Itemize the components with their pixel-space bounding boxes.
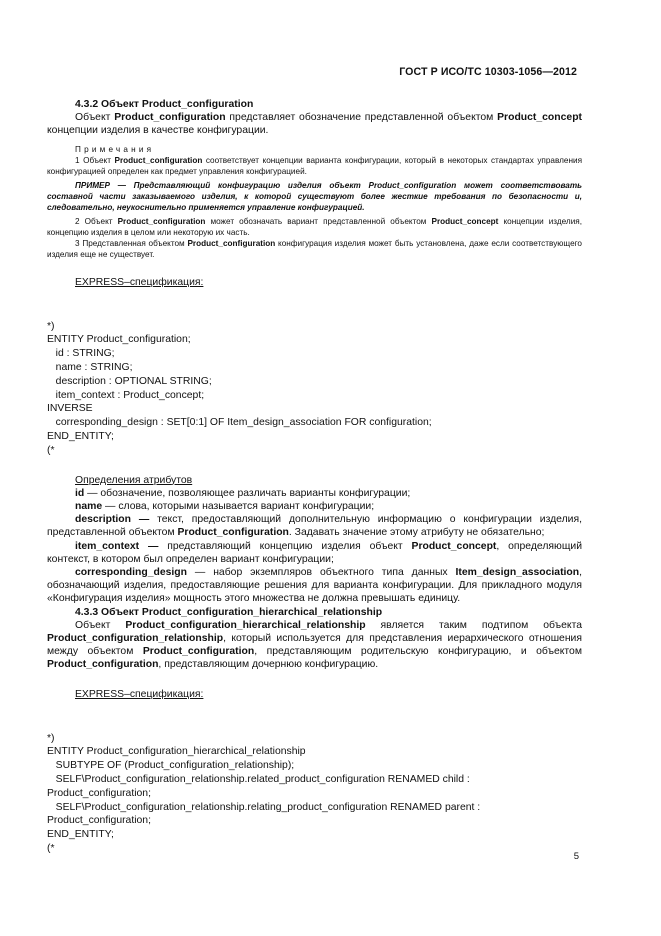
code-line: SUBTYPE OF (Product_configuration_relationship); [47, 760, 295, 772]
attribute-id: id — обозначение, позволяющее различать варианты конфигурации; [75, 487, 411, 499]
code-line: item_context : Product_concept; [47, 389, 205, 401]
page-number: 5 [573, 851, 579, 862]
code-line: ENTITY Product_configuration_hierarchical_relationship [47, 746, 306, 758]
section-4-3-3-paragraph: Объект Product_configuration_hierarchical_relationship является таким подтипом объекта Product_configuration_relationship, который используется для представления иерархического отношения между объектом Product_configuration, представляющим родительскую конфигурацию, и объектом Product_configuration, представляющим дочернюю конфигурацию. [47, 619, 582, 671]
attribute-description: description — текст, предоставляющий дополнительную информацию о конфигурации изделия, представленной объектом Product_configuration. Задавать значение этому атрибуту не обязательно; [47, 514, 582, 539]
note-3: 3 Представленная объектом Product_configuration конфигурация изделия может быть установлена, даже если соответствующего изделия еще не существует. [47, 238, 582, 259]
code-line: SELF\Product_configuration_relationship.relating_product_configuration RENAMED parent : [47, 801, 481, 813]
express-code-block [47, 306, 582, 458]
code-line: ENTITY Product_configuration; [47, 334, 191, 346]
code-line: description : OPTIONAL STRING; [47, 375, 212, 387]
attribute-name: name — слова, которыми называется вариант конфигурации; [75, 500, 375, 512]
express-spec-label-2: EXPRESS–спецификация: [75, 688, 204, 700]
attribute-definitions-label: Определения атрибутов [75, 474, 193, 486]
code-line: END_ENTITY; [47, 829, 114, 841]
note-2: 2 Объект Product_configuration может обозначать вариант представленной объектом Product_concept концепции изделия, концепцию изделия в целом или некоторую их часть. [47, 216, 582, 237]
code-line: id : STRING; [47, 348, 115, 360]
attribute-corresponding-design: corresponding_design — набор экземпляров объектного типа данных Item_design_association, обозначающий изделия, предоставляющие решения для варианта конфигурации. Для прикладного модуля «Конфигурация изделия» мощность этого множества не должна превышать единицу. [47, 567, 582, 605]
section-4-3-2-title: 4.3.2 Объект Product_configuration [75, 99, 254, 110]
document-body [47, 98, 582, 856]
code-line: Product_configuration; [47, 787, 151, 799]
express-spec-label: EXPRESS–спецификация: [75, 276, 204, 288]
code-line: (* [47, 444, 55, 456]
code-line: END_ENTITY; [47, 430, 114, 442]
document-header: ГОСТ Р ИСО/ТС 10303-1056—2012 [399, 66, 577, 78]
express-code-block-2 [47, 718, 582, 856]
code-line: (* [47, 843, 55, 854]
code-line: name : STRING; [47, 362, 133, 373]
code-line: *) [47, 320, 55, 332]
code-line: *) [47, 732, 55, 744]
code-line: Product_configuration; [47, 815, 151, 827]
example-text: ПРИМЕР — Представляющий конфигурацию изделия объект Product_configuration может соответствовать составной части заказываемого изделия, к которой существуют более жесткие требования по безопасности и, следовательно, неукоснительно применяется управление конфигурацией. [47, 180, 582, 212]
code-line: INVERSE [47, 403, 93, 415]
note-1: 1 Объект Product_configuration соответствует концепции варианта конфигурации, который в некоторых стандартах управления конфигурацией определен как предмет управления конфигурацией. [47, 155, 582, 176]
section-4-3-3-title: 4.3.3 Объект Product_configuration_hierarchical_relationship [75, 606, 383, 618]
notes-heading: Примечания [75, 144, 155, 154]
section-4-3-2-paragraph: Объект Product_configuration представляет обозначение представленной объектом Product_concept концепции изделия в качестве конфигурации. [47, 112, 582, 137]
attribute-item-context: item_context — представляющий концепцию изделия объект Product_concept, определяющий контекст, в котором был определен вариант конфигурации; [47, 540, 582, 565]
code-line: corresponding_design : SET[0:1] OF Item_design_association FOR configuration; [47, 417, 432, 429]
code-line: SELF\Product_configuration_relationship.related_product_configuration RENAMED child : [47, 774, 470, 786]
